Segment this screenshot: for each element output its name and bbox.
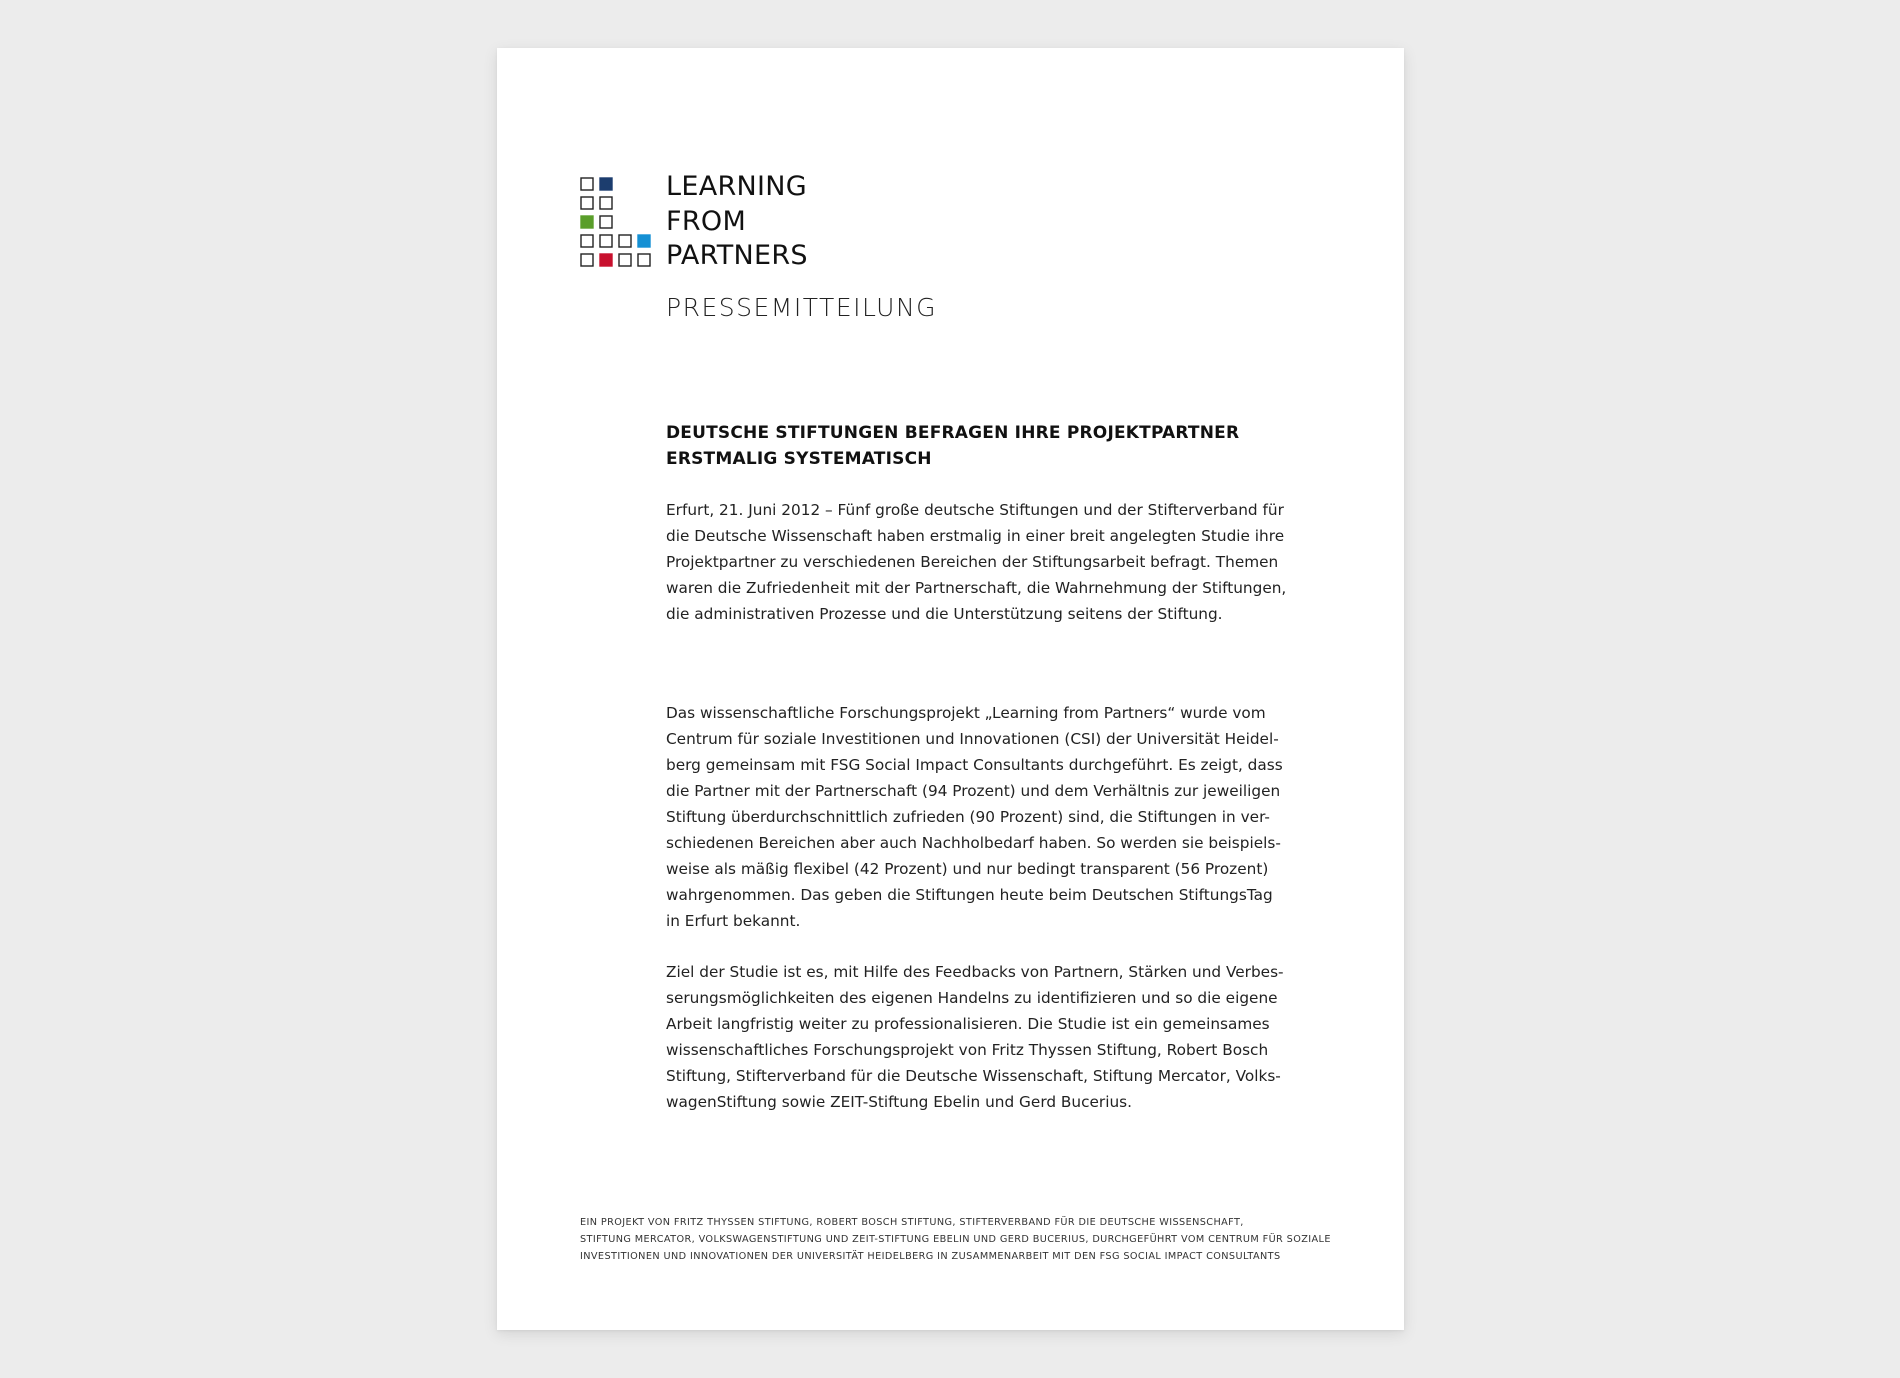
footer-line: STIFTUNG MERCATOR, VOLKSWAGENSTIFTUNG UND ZEIT-STIFTUNG EBELIN UND GERD BUCERIUS, DURCHGEFÜHRT VOM CENTRUM FÜR SOZIALE <box>580 1234 1331 1245</box>
paragraph-line: die Partner mit der Partnerschaft (94 Prozent) und dem Verhältnis zur jeweiligen <box>666 782 1281 800</box>
logo-square-outline <box>619 235 631 247</box>
paragraph-line: in Erfurt bekannt. <box>666 912 801 930</box>
paragraph-research-project <box>666 700 1306 934</box>
paragraph-line: waren die Zufriedenheit mit der Partnerschaft, die Wahrnehmung der Stiftungen, <box>666 579 1287 597</box>
footer-credits <box>580 1214 1380 1265</box>
headline-line: DEUTSCHE STIFTUNGEN BEFRAGEN IHRE PROJEKTPARTNER <box>666 423 1240 443</box>
paragraph-line: wissenschaftliches Forschungsprojekt von Fritz Thyssen Stiftung, Robert Bosch <box>666 1041 1269 1059</box>
logo-square-outline <box>581 254 593 266</box>
logo-square-outline <box>581 235 593 247</box>
logo-square-outline <box>600 197 612 209</box>
paragraph-line: Ziel der Studie ist es, mit Hilfe des Feedbacks von Partnern, Stärken und Verbes- <box>666 963 1284 981</box>
logo-wordmark <box>666 170 808 274</box>
paragraph-line: Das wissenschaftliche Forschungsprojekt „Learning from Partners“ wurde vom <box>666 704 1266 722</box>
logo-square-red <box>600 254 612 266</box>
logo-square-outline <box>638 254 650 266</box>
press-release-page <box>497 48 1404 1330</box>
headline <box>666 420 1286 472</box>
logo-square-dark-blue <box>600 178 612 190</box>
logo-line-from: FROM <box>666 205 747 237</box>
paragraph-line: die administrativen Prozesse und die Unterstützung seitens der Stiftung. <box>666 605 1223 623</box>
paragraph-line: serungsmöglichkeiten des eigenen Handelns zu identifizieren und so die eigene <box>666 989 1278 1007</box>
paragraph-line: Arbeit langfristig weiter zu professionalisieren. Die Studie ist ein gemeinsames <box>666 1015 1270 1033</box>
logo-line-learning: LEARNING <box>666 171 808 202</box>
logo-square-outline <box>600 235 612 247</box>
paragraph-line: berg gemeinsam mit FSG Social Impact Consultants durchgeführt. Es zeigt, dass <box>666 756 1283 774</box>
paragraph-line: wahrgenommen. Das geben die Stiftungen heute beim Deutschen StiftungsTag <box>666 886 1273 904</box>
paragraph-line: Projektpartner zu verschiedenen Bereichen der Stiftungsarbeit befragt. Themen <box>666 553 1279 571</box>
logo-square-outline <box>581 197 593 209</box>
paragraph-line: die Deutsche Wissenschaft haben erstmalig in einer breit angelegten Studie ihre <box>666 527 1285 545</box>
paragraph-line: Stiftung überdurchschnittlich zufrieden (90 Prozent) sind, die Stiftungen in ver- <box>666 808 1270 826</box>
paragraph-line: wagenStiftung sowie ZEIT-Stiftung Ebelin und Gerd Bucerius. <box>666 1093 1132 1111</box>
headline-line: ERSTMALIG SYSTEMATISCH <box>666 449 932 469</box>
logo-line-partners: PARTNERS <box>666 240 808 271</box>
logo-square-green <box>581 216 593 228</box>
footer-line: INVESTITIONEN UND INNOVATIONEN DER UNIVERSITÄT HEIDELBERG IN ZUSAMMENARBEIT MIT DEN FSG SOCIAL IMPACT CONSULTANTS <box>580 1251 1281 1262</box>
paragraph-line: weise als mäßig flexibel (42 Prozent) und nur bedingt transparent (56 Prozent) <box>666 860 1269 878</box>
paragraph-line: Stiftung, Stifterverband für die Deutsche Wissenschaft, Stiftung Mercator, Volks- <box>666 1067 1281 1085</box>
paragraph-line: Centrum für soziale Investitionen und Innovationen (CSI) der Universität Heidel- <box>666 730 1279 748</box>
logo-square-outline <box>619 254 631 266</box>
paragraph-line: Erfurt, 21. Juni 2012 – Fünf große deutsche Stiftungen und der Stifterverband für <box>666 501 1284 519</box>
learning-from-partners-logo-icon <box>580 177 655 272</box>
logo-square-light-blue <box>638 235 650 247</box>
paragraph-intro <box>666 497 1306 627</box>
paragraph-line: schiedenen Bereichen aber auch Nachholbedarf haben. So werden sie beispiels- <box>666 834 1281 852</box>
logo-square-outline <box>581 178 593 190</box>
paragraph-study-goal <box>666 959 1306 1115</box>
logo-square-outline <box>600 216 612 228</box>
document-type-label: PRESSEMITTEILUNG <box>666 293 938 322</box>
footer-line: EIN PROJEKT VON FRITZ THYSSEN STIFTUNG, ROBERT BOSCH STIFTUNG, STIFTERVERBAND FÜR DIE DEUTSCHE WISSENSCHAFT, <box>580 1217 1244 1228</box>
